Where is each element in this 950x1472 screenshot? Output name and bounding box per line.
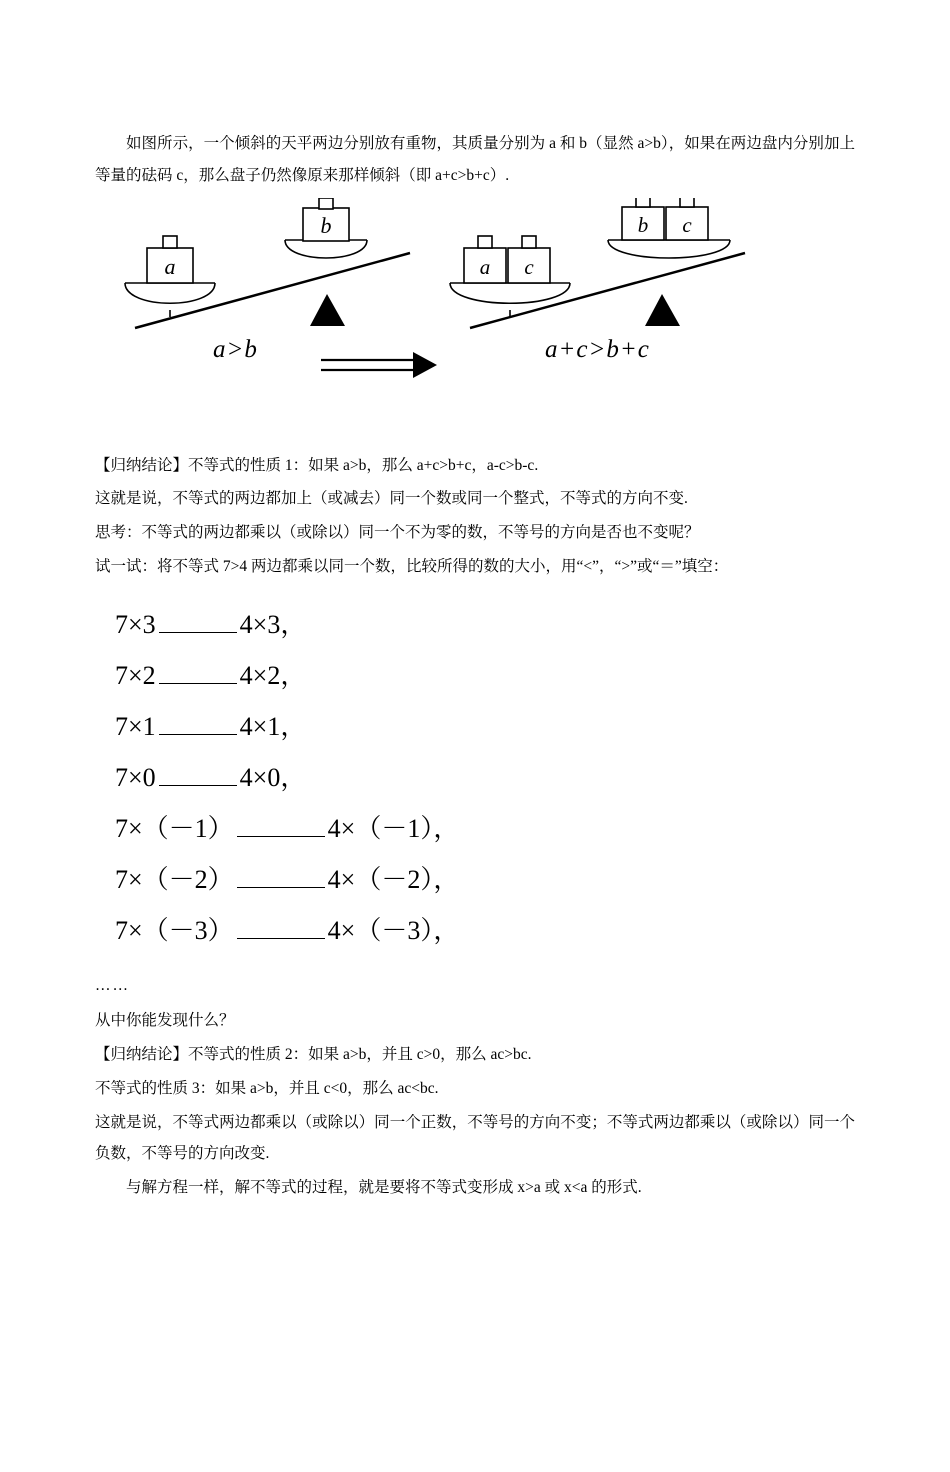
exercise-right-5: 4×（－1）， [327,813,460,843]
intro-paragraph: 如图所示，一个倾斜的天平两边分别放有重物，其质量分别为 a 和 b（显然 a>b），如果在两边盘内分别加上等量的砝码 c，那么盘子仍然像原来那样倾斜（即 a+c>b+c）. [95,135,855,184]
weight-label-c1: c [524,254,534,279]
final-note: 与解方程一样，解不等式的过程，就是要将不等式变形成 x>a 或 x<a 的形式. [126,1179,642,1197]
exercise-list [95,599,855,956]
exercise-blank-2[interactable] [159,657,237,684]
explanation-2: 这就是说，不等式两边都乘以（或除以）同一个正数，不等号的方向不变；不等式两边都乘以（或除以）同一个负数，不等号的方向改变. [95,1113,855,1163]
exercise-row-5 [95,803,855,854]
exercise-row-6 [95,854,855,905]
weight-label-b2: b [637,212,649,237]
exercise-left-5: 7×（－1） [115,813,234,843]
exercise-right-4: 4×0， [239,762,307,792]
exercise-blank-1[interactable] [159,606,237,633]
exercise-row-4 [95,752,855,803]
exercise-right-1: 4×3， [239,609,307,639]
exercise-right-2: 4×2， [239,660,307,690]
weight-label-a: a [164,253,176,279]
figure-caption-right: a+c>b+c [545,335,650,363]
weight-label-a2: a [479,254,491,279]
exercise-row-2 [95,650,855,701]
exercise-blank-6[interactable] [237,861,325,888]
exercise-row-1 [95,599,855,650]
document-page [0,128,950,1472]
exercise-row-3 [95,701,855,752]
weight-label-c2: c [682,212,692,237]
exercise-left-3: 7×1 [115,711,156,741]
explanation-1: 这就是说，不等式的两边都加上（或减去）同一个数或同一个整式，不等式的方向不变. [95,490,688,508]
exercise-left-2: 7×2 [115,660,156,690]
try-prompt: 试一试：将不等式 7>4 两边都乘以同一个数，比较所得的数的大小，用“<”，“>”或“＝”填空： [95,557,729,575]
ellipsis-line: …… [95,976,130,994]
conclusion-3: 不等式的性质 3：如果 a>b，并且 c<0，那么 ac<bc. [95,1079,439,1097]
weight-label-b: b [320,212,332,238]
balance-figure [95,198,855,448]
exercise-right-3: 4×1， [239,711,307,741]
exercise-left-7: 7×（－3） [115,915,234,945]
exercise-left-4: 7×0 [115,762,156,792]
exercise-left-6: 7×（－2） [115,864,234,894]
exercise-blank-3[interactable] [159,708,237,735]
think-prompt: 思考：不等式的两边都乘以（或除以）同一个不为零的数，不等号的方向是否也不变呢？ [95,524,700,542]
figure-caption-left: a>b [213,335,258,363]
exercise-blank-5[interactable] [237,810,325,837]
exercise-left-1: 7×3 [115,609,156,639]
implies-arrow-icon [313,346,443,386]
conclusion-1: 【归纳结论】不等式的性质 1：如果 a>b，那么 a+c>b+c，a-c>b-c. [95,456,539,474]
exercise-right-7: 4×（－3）， [327,915,460,945]
exercise-blank-7[interactable] [237,912,325,939]
question-line: 从中你能发现什么？ [95,1012,235,1030]
exercise-blank-4[interactable] [159,759,237,786]
conclusion-2: 【归纳结论】不等式的性质 2：如果 a>b，并且 c>0，那么 ac>bc. [95,1046,532,1064]
exercise-right-6: 4×（－2）， [327,864,460,894]
exercise-row-7 [95,905,855,956]
